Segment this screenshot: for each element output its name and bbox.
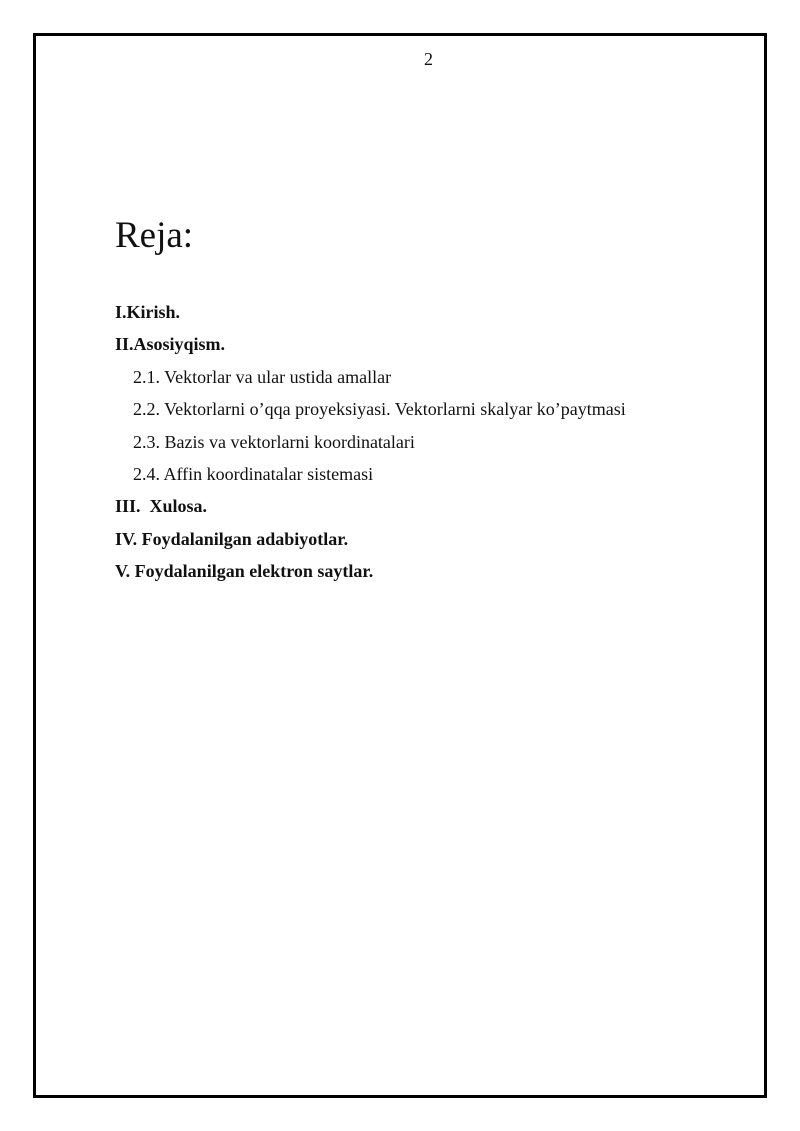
toc-subitem-2-2: 2.2. Vektorlarni o’qqa proyeksiyasi. Vektorlarni skalyar ko’paytmasi xyxy=(133,399,626,420)
toc-item-conclusion: III. Xulosa. xyxy=(115,496,208,517)
toc-subitem-2-3: 2.3. Bazis va vektorlarni koordinatalari xyxy=(133,431,415,452)
toc-item-web-sources: V. Foydalanilgan elektron saytlar. xyxy=(115,561,374,582)
toc-subitem-2-4: 2.4. Affin koordinatalar sistemasi xyxy=(133,463,374,484)
toc-item-main-part: II.Asosiyqism. xyxy=(115,334,226,355)
table-of-contents xyxy=(115,296,626,588)
toc-item-references: IV. Foydalanilgan adabiyotlar. xyxy=(115,528,349,549)
page-number: 2 xyxy=(424,49,433,69)
toc-item-introduction: I.Kirish. xyxy=(115,302,181,322)
page-title: Reja: xyxy=(115,215,194,256)
toc-subitem-2-1: 2.1. Vektorlar va ular ustida amallar xyxy=(133,366,392,387)
